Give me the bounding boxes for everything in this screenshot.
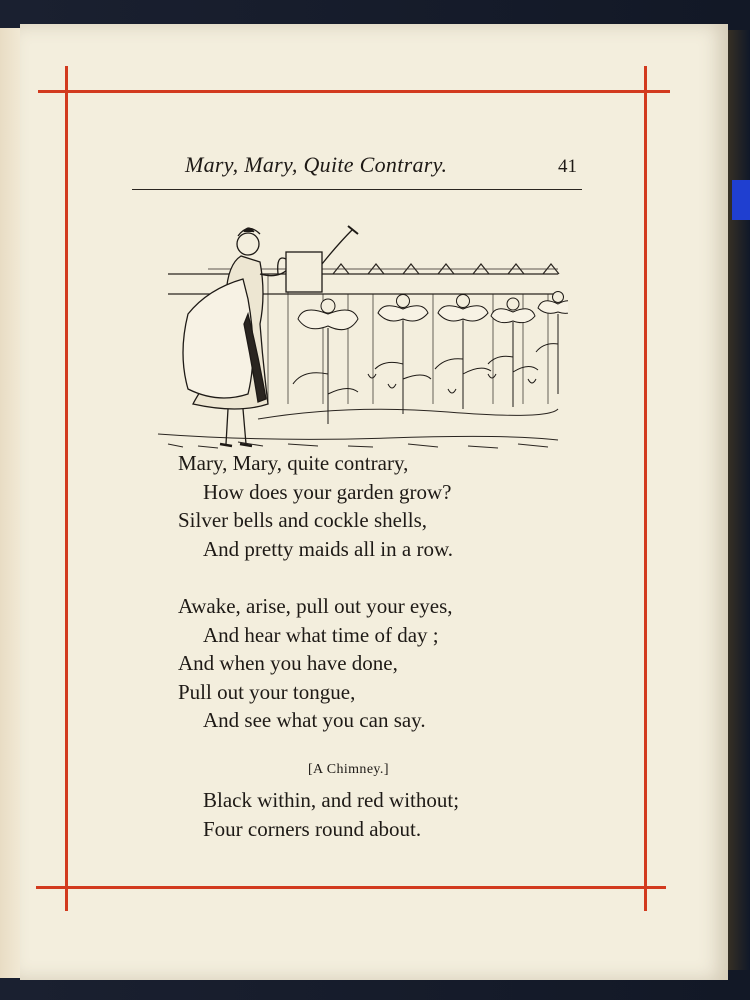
verse-line: And pretty maids all in a row. bbox=[203, 536, 454, 561]
border-rule-right bbox=[644, 66, 647, 911]
riddle-answer-label: [A Chimney.] bbox=[308, 762, 389, 777]
page-number: 41 bbox=[558, 156, 577, 177]
verse-line: And hear what time of day ; bbox=[203, 622, 439, 647]
verse-line: And when you have done, bbox=[178, 651, 398, 676]
stanza-two bbox=[178, 592, 453, 735]
header-divider bbox=[132, 189, 582, 190]
verse-line: Silver bells and cockle shells, bbox=[178, 508, 428, 533]
page-title: Mary, Mary, Quite Contrary. bbox=[185, 152, 448, 177]
verse-line: Four corners round about. bbox=[203, 816, 422, 841]
riddle-stanza bbox=[203, 786, 459, 843]
stanza-one bbox=[178, 449, 453, 563]
verse-line: Pull out your tongue, bbox=[178, 679, 356, 704]
garden-illustration-icon bbox=[148, 204, 568, 464]
verse-line: How does your garden grow? bbox=[203, 479, 452, 504]
border-rule-top bbox=[38, 90, 670, 93]
verse-line: Black within, and red without; bbox=[203, 788, 460, 812]
verse-line: Awake, arise, pull out your eyes, bbox=[178, 594, 453, 618]
book-page bbox=[20, 24, 728, 980]
bookmark-tab bbox=[732, 180, 750, 220]
border-rule-bottom bbox=[36, 886, 666, 889]
border-rule-left bbox=[65, 66, 68, 911]
verse-line: Mary, Mary, quite contrary, bbox=[178, 451, 409, 475]
verse-line: And see what you can say. bbox=[203, 708, 426, 733]
